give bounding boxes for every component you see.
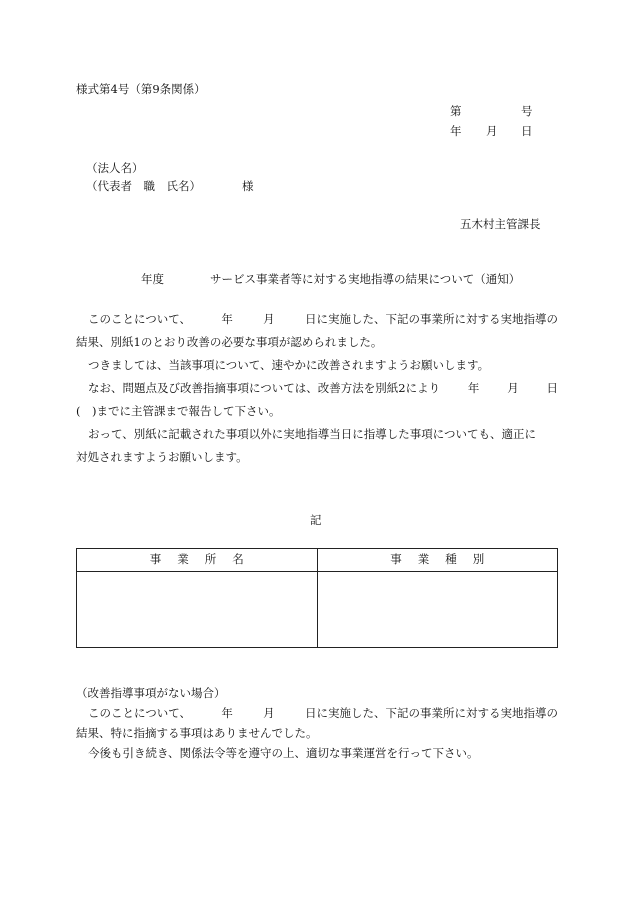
body-text [76, 314, 558, 475]
body-p2: つきましては、当該事項について、速やかに改善されますようお願いします。 [88, 358, 490, 372]
body-p3-year: 年 [467, 381, 480, 395]
no-issue-text-b: 日に実施した、下記の事業所に対する実地指導の [304, 706, 558, 720]
ki-heading: 記 [310, 513, 322, 527]
no-issue-year: 年 [221, 706, 233, 720]
body-p4-line1: おって、別紙に記載された事項以外に実地指導当日に指導した事項についても、適正に [88, 427, 537, 441]
facility-table [76, 548, 558, 648]
table-header-facility-name: 事業所名 [77, 549, 318, 572]
form-number: 様式第4号（第9条関係） [76, 82, 206, 96]
body-p1-year: 年 [221, 312, 233, 326]
table-header-row [77, 549, 558, 572]
no-issue-line2: 結果、特に指摘する事項はありませんでした。 [76, 726, 318, 740]
doc-number-suffix: 号 [521, 104, 533, 118]
recipient-honorific: 様 [242, 179, 254, 193]
body-p1-month: 月 [263, 312, 275, 326]
body-p3-month: 月 [507, 381, 519, 395]
body-p1-line2: 結果、別紙1のとおり改善の必要な事項が認められました。 [76, 335, 383, 349]
table-cell-service-type[interactable] [317, 572, 558, 648]
sender: 五木村主管課長 [460, 217, 541, 231]
body-p4-line2: 対処されますようお願いします。 [76, 450, 248, 464]
no-issue-line3: 今後も引き続き、関係法令等を遵守の上、適切な事業運営を行って下さい。 [88, 746, 479, 760]
no-issue-month: 月 [263, 706, 275, 720]
date-day: 日 [521, 124, 533, 138]
body-p1-text-b: 日に実施した、下記の事業所に対する実地指導の [304, 312, 558, 326]
no-issue-text [76, 708, 558, 768]
body-p1-line1 [76, 314, 558, 337]
doc-number-prefix: 第 [450, 104, 462, 118]
no-issue-line1 [76, 708, 558, 728]
table-row [77, 572, 558, 648]
title-year: 年度 [141, 272, 164, 286]
no-issue-heading: （改善指導事項がない場合） [76, 686, 226, 700]
table-header-service-type: 事業種別 [317, 549, 558, 572]
recipient-corp-name: （法人名） [86, 161, 144, 175]
table-cell-facility-name[interactable] [77, 572, 318, 648]
body-p3-line2: ( )までに主管課まで報告して下さい。 [76, 404, 281, 418]
body-p1-text-a: このことについて、 [88, 312, 192, 326]
body-p3-day: 日 [546, 381, 558, 395]
no-issue-text-a: このことについて、 [88, 706, 192, 720]
date-year: 年 [450, 124, 462, 138]
title: サービス事業者等に対する実地指導の結果について（通知） [210, 272, 521, 286]
date-month: 月 [486, 124, 498, 138]
body-p3-line1 [76, 383, 558, 406]
recipient-representative: （代表者 職 氏名） [86, 179, 201, 193]
body-p3-text-a: なお、問題点及び改善指摘事項については、改善方法を別紙2により [88, 381, 441, 395]
